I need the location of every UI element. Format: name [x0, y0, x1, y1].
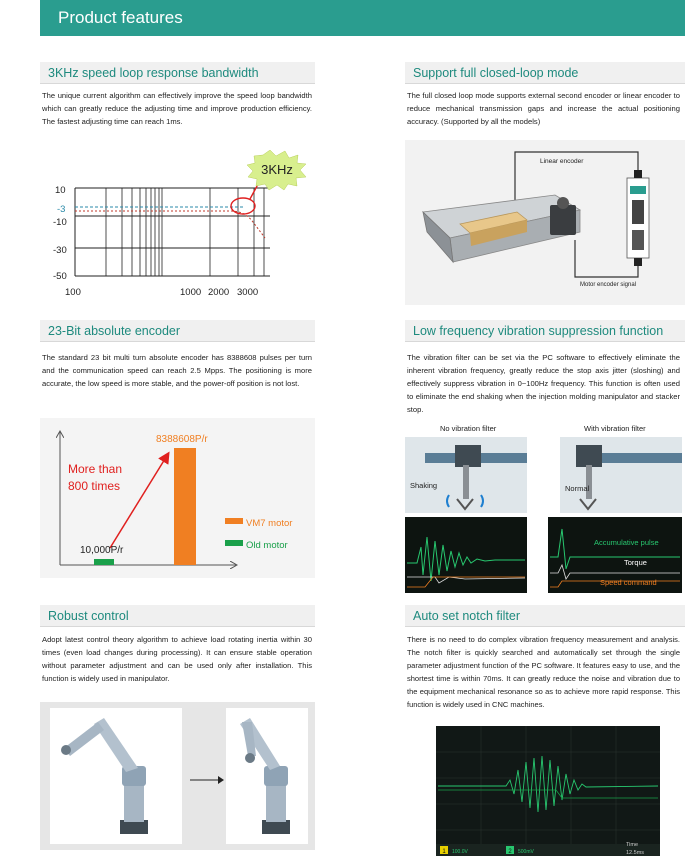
motor	[550, 205, 576, 235]
encoder-chart	[40, 418, 315, 578]
robust-image	[40, 702, 315, 850]
ch2-scale: 500mV	[518, 849, 534, 855]
x-tick: 1000	[180, 287, 202, 298]
bandwidth-title: 3KHz speed loop response bandwidth	[40, 62, 315, 84]
page-header	[40, 0, 685, 36]
scope-speed-label: Speed command	[600, 578, 657, 587]
callout-label: 3KHz	[261, 162, 293, 177]
shaking-label: Shaking	[410, 481, 438, 490]
normal-image	[560, 437, 682, 513]
time-label: Time	[626, 842, 639, 848]
x-tick: 100	[65, 287, 81, 298]
scope-torque-label: Torque	[624, 558, 647, 567]
notch-title: Auto set notch filter	[405, 605, 685, 627]
legend-new-label: VM7 motor	[246, 518, 293, 529]
legend-swatch-old	[225, 540, 243, 546]
notch-text: There is no need to do complex vibration frequency measurement and analysis. The notch filter is quickly searched and automatically set through the single parameter adjustment function of the PC software. It features easy to use, and the shortest time is within 70ms. It can greatly reduce the noise and vibration due to the equipment mechanical resonance so as to achieve more rapid response. This function is widely used in CNC machines.	[407, 635, 680, 709]
normal-label: Normal	[565, 484, 590, 493]
new-value-label: 8388608P/r	[156, 434, 208, 445]
closed-loop-text: The full closed loop mode supports external second encoder or linear encoder to reduce mechanical transmission gaps and increase the actual positioning accuracy. (Supported by all the models)	[407, 91, 680, 126]
robust-text: Adopt latest control theory algorithm to achieve load rotating inertia within 30 times (even load changes during processing). It can ensure stable operation without parameter adjustment and can be used only after installation. This function is widely used in manipulator.	[42, 635, 312, 683]
scope-no-filter	[405, 517, 527, 593]
vibration-text: The vibration filter can be set via the PC software to effectively eliminate the inherent vibration frequency, greatly reduce the stop axis jitter (sloshing) and effectively suppress vibration in 0~100Hz frequency. This function is often used to eliminate the end shaking when the injection molding manipulator and stacker stop.	[407, 353, 680, 414]
robust-title: Robust control	[40, 605, 315, 627]
callout-line2: 800 times	[68, 479, 121, 493]
ch1-indicator: 1	[442, 849, 446, 855]
encoder-title: 23-Bit absolute encoder	[40, 320, 315, 342]
motor-signal-label: Motor encoder signal	[580, 282, 637, 288]
bar-old-motor	[94, 559, 114, 565]
shaking-image	[405, 437, 527, 513]
y-tick: 10	[55, 185, 66, 196]
closed-loop-title: Support full closed-loop mode	[405, 62, 685, 84]
notch-scope	[436, 726, 660, 856]
x-tick: 2000	[208, 287, 230, 298]
callout-line1: More than	[68, 462, 123, 476]
y-tick: -30	[53, 245, 67, 256]
x-tick: 3000	[237, 287, 259, 298]
page-title: Product features	[58, 8, 183, 27]
old-value-label: 10,000P/r	[80, 545, 124, 556]
y-tick: -3	[57, 204, 66, 215]
scope-with-filter	[548, 517, 682, 593]
bandwidth-text: The unique current algorithm can effectively improve the speed loop bandwidth which can greatly reduce the adjusting time and improve production efficiency. The fastest adjusting time can reach 1ms.	[42, 91, 312, 126]
scope-accum-label: Accumulative pulse	[594, 538, 659, 547]
y-tick: -50	[53, 271, 67, 282]
encoder-text: The standard 23 bit multi turn absolute encoder has 8388608 pulses per turn and the communication speed can reach 2.5 Mpps. The positioning is more accurate, the low speed is more stable, and the power-off position is not lost.	[42, 353, 312, 388]
legend-swatch-new	[225, 518, 243, 524]
linear-encoder-label: Linear encoder	[540, 158, 584, 165]
bandwidth-chart	[40, 150, 315, 300]
y-tick: -10	[53, 217, 67, 228]
with-filter-label: With vibration filter	[584, 424, 646, 433]
ch2-indicator: 2	[508, 849, 512, 855]
time-value: 12.5ms	[626, 850, 645, 856]
legend-old-label: Old motor	[246, 540, 288, 551]
no-filter-label: No vibration filter	[440, 424, 497, 433]
bar-new-motor	[174, 448, 196, 565]
vibration-title: Low frequency vibration suppression function	[405, 320, 685, 342]
closed-loop-diagram	[405, 140, 685, 305]
ch1-scale: 100.0V	[452, 849, 468, 855]
